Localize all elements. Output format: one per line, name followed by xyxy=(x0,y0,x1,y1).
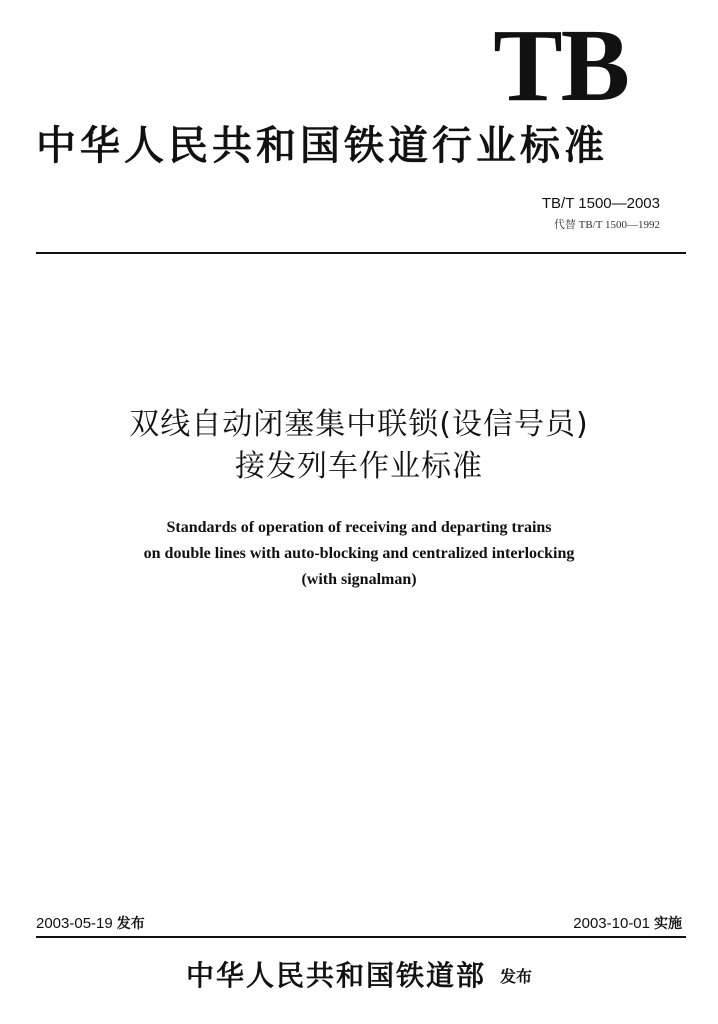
issue-date-block xyxy=(36,916,145,931)
english-title-line-2: on double lines with auto-blocking and centralized interlocking xyxy=(143,545,575,562)
effective-date: 2003-10-01 xyxy=(573,915,650,932)
publisher-line xyxy=(0,959,718,992)
chinese-title-line-2: 接发列车作业标准 xyxy=(235,449,483,484)
replaces-standard: 代替 TB/T 1500—1992 xyxy=(553,219,660,231)
english-title-line-1: Standards of operation of receiving and departing trains xyxy=(166,519,552,536)
industry-standard-title: 中华人民共和国铁道行业标准 xyxy=(36,122,608,169)
publisher-name: 中华人民共和国铁道部 xyxy=(185,959,486,992)
chinese-title-line-1: 双线自动闭塞集中联锁(设信号员) xyxy=(129,407,589,442)
footer-divider xyxy=(36,936,686,938)
issue-label: 发布 xyxy=(116,916,145,932)
standard-number: TB/T 1500—2003 xyxy=(541,195,660,212)
header-divider xyxy=(36,252,686,254)
issue-date: 2003-05-19 xyxy=(36,915,113,932)
effective-date-block xyxy=(573,916,682,931)
english-title-line-3: (with signalman) xyxy=(301,571,417,588)
tb-logo: TB xyxy=(493,8,628,123)
publisher-label: 发布 xyxy=(500,967,533,986)
effective-label: 实施 xyxy=(654,916,682,932)
